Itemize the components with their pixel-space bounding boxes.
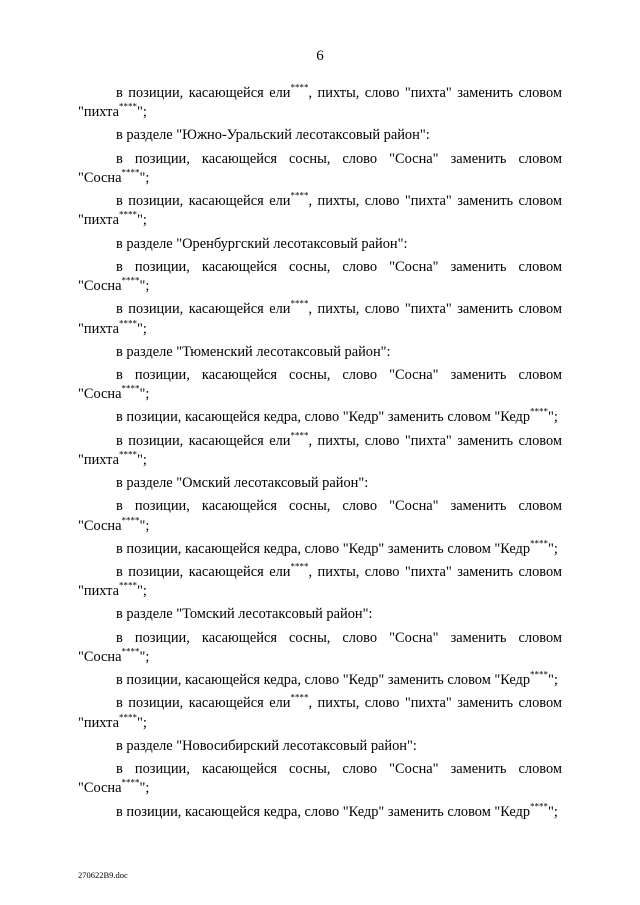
amendment-item: [78, 800, 562, 822]
amendment-item: [78, 258, 562, 297]
amendment-item: [78, 629, 562, 668]
item-text: , пихты, слово "пихта" заменить словом "пихта: [78, 193, 562, 229]
item-text: , пихты, слово "пихта" заменить словом "пихта: [78, 695, 562, 731]
amendment-item: [78, 563, 562, 602]
heading-text: в разделе "Новосибирский лесотаксовый район":: [116, 737, 417, 754]
item-text: ";: [139, 517, 150, 534]
footnote-mark: ****: [530, 406, 549, 417]
item-text: ";: [136, 714, 147, 731]
item-text: в позиции, касающейся сосны, слово "Сосна" заменить словом "Сосна: [78, 629, 562, 665]
item-text: ";: [139, 386, 150, 403]
heading-text: в разделе "Омский лесотаксовый район":: [116, 475, 369, 492]
footnote-mark: ****: [290, 429, 309, 440]
footnote-mark: ****: [121, 514, 140, 525]
footnote-mark: ****: [530, 800, 549, 811]
footnote-mark: ****: [118, 711, 137, 722]
footnote-mark: ****: [290, 298, 309, 309]
item-text: в позиции, касающейся ели: [116, 193, 291, 210]
item-text: ";: [548, 803, 558, 820]
document-body: [78, 84, 562, 826]
section-heading: [78, 474, 562, 493]
item-text: , пихты, слово "пихта" заменить словом "пихта: [78, 301, 562, 337]
heading-text: в разделе "Оренбургский лесотаксовый район":: [116, 235, 408, 252]
section-heading: [78, 343, 562, 362]
footnote-mark: ****: [121, 275, 140, 286]
amendment-item: [78, 760, 562, 799]
footnote-mark: ****: [530, 538, 549, 549]
page-number: 6: [316, 48, 324, 64]
footnote-mark: ****: [118, 317, 137, 328]
item-text: ";: [548, 409, 558, 426]
item-text: ";: [548, 672, 558, 689]
amendment-item: [78, 300, 562, 339]
item-text: в позиции, касающейся сосны, слово "Сосна" заменить словом "Сосна: [78, 761, 562, 797]
item-text: ";: [139, 169, 150, 186]
footnote-mark: ****: [530, 669, 549, 680]
item-text: в позиции, касающейся ели: [116, 564, 291, 580]
item-text: в позиции, касающейся сосны, слово "Сосна" заменить словом "Сосна: [78, 498, 562, 534]
footnote-mark: ****: [121, 383, 140, 394]
heading-text: в разделе "Тюменский лесотаксовый район":: [116, 343, 391, 360]
amendment-item: [78, 192, 562, 231]
amendment-item: [78, 366, 562, 405]
item-text: ";: [139, 278, 150, 295]
section-heading: [78, 235, 562, 254]
footnote-mark: ****: [118, 449, 137, 460]
item-text: в позиции, касающейся сосны, слово "Сосна" заменить словом "Сосна: [78, 366, 562, 403]
item-text: ";: [136, 104, 147, 121]
amendment-item: [78, 694, 562, 733]
section-heading: [78, 605, 562, 624]
item-text: в позиции, касающейся сосны, слово "Сосна" заменить словом "Сосна: [78, 150, 562, 186]
footnote-mark: ****: [290, 692, 309, 703]
item-text: в позиции, касающейся кедра, слово "Кедр" заменить словом "Кедр: [116, 540, 531, 557]
item-text: ";: [139, 780, 150, 797]
item-text: в позиции, касающейся ели: [116, 432, 291, 449]
footnote-mark: ****: [118, 101, 137, 112]
footnote-mark: ****: [121, 777, 140, 788]
item-text: ";: [136, 583, 147, 600]
item-text: ";: [136, 212, 147, 229]
item-text: в позиции, касающейся ели: [116, 301, 291, 318]
footnote-mark: ****: [118, 580, 137, 591]
footnote-mark: ****: [118, 209, 137, 220]
item-text: , пихты, слово "пихта" заменить словом "пихта: [78, 432, 562, 468]
footnote-mark: ****: [121, 646, 140, 657]
amendment-item: [78, 671, 562, 690]
item-text: в позиции, касающейся кедра, слово "Кедр" заменить словом "Кедр: [116, 672, 531, 689]
section-heading: [78, 126, 562, 145]
amendment-item: [78, 540, 562, 559]
item-text: ";: [136, 451, 147, 468]
amendment-item: [78, 84, 562, 123]
item-text: в позиции, касающейся ели: [116, 695, 291, 712]
item-text: ";: [139, 648, 150, 665]
item-text: в позиции, касающейся кедра, слово "Кедр" заменить словом "Кедр: [116, 803, 531, 820]
footnote-mark: ****: [290, 190, 309, 201]
footnote-mark: ****: [121, 167, 140, 178]
item-text: в позиции, касающейся сосны, слово "Сосна" заменить словом "Сосна: [78, 258, 562, 295]
item-text: ";: [548, 540, 558, 557]
amendment-item: [78, 150, 562, 189]
footnote-mark: ****: [290, 561, 309, 572]
item-text: в позиции, касающейся кедра, слово "Кедр" заменить словом "Кедр: [116, 409, 531, 426]
heading-text: в разделе "Томский лесотаксовый район":: [116, 606, 373, 623]
amendment-item: [78, 429, 562, 471]
heading-text: в разделе "Южно-Уральский лесотаксовый район":: [116, 127, 430, 144]
section-heading: [78, 737, 562, 756]
amendment-item: [78, 497, 562, 536]
item-text: , пихты, слово "пихта" заменить словом "пихта: [78, 85, 562, 121]
item-text: , пихты, слово "пихта" заменить словом "пихта: [78, 564, 562, 600]
item-text: ";: [136, 320, 147, 337]
item-text: в позиции, касающейся ели: [116, 85, 291, 101]
amendment-item: [78, 408, 562, 427]
file-name-footer: 270622B9.doc: [78, 870, 128, 880]
footnote-mark: ****: [290, 82, 309, 93]
